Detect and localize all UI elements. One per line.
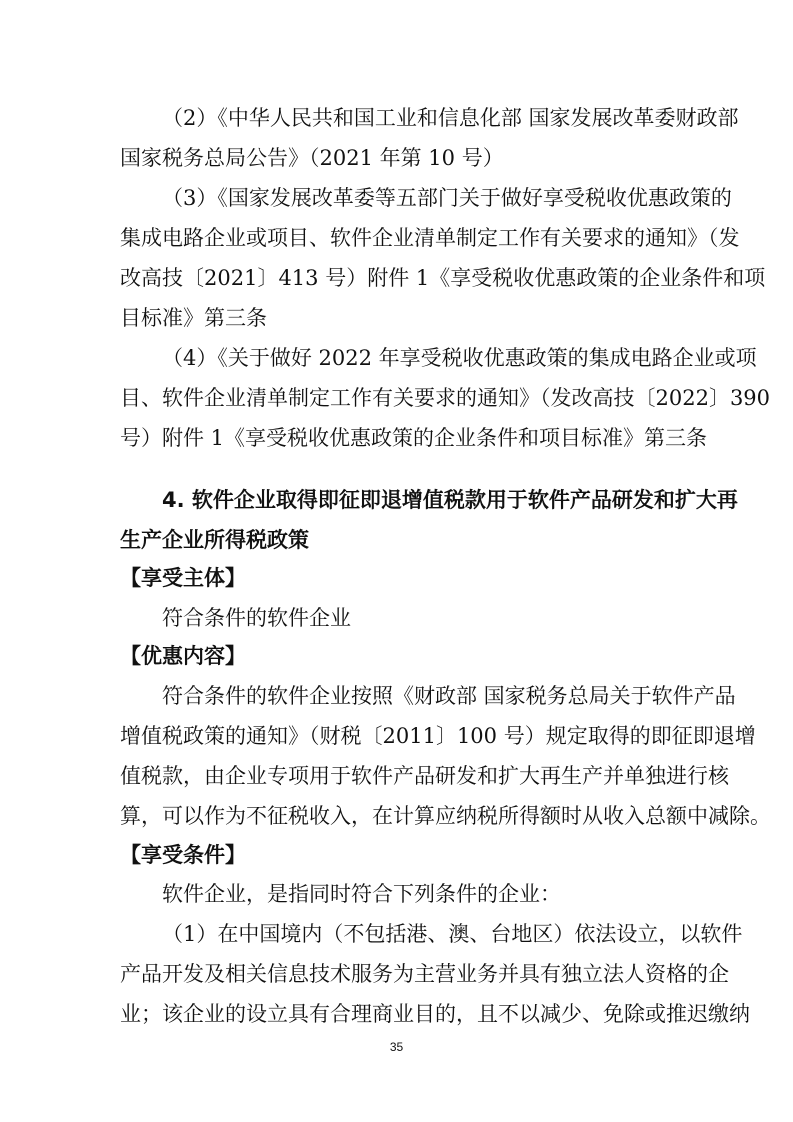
benefit-line-2: 增值税政策的通知》（财税〔2011〕100 号）规定取得的即征即退增 xyxy=(120,724,756,748)
reference-3-line-4: 目标准》第三条 xyxy=(120,306,267,330)
reference-4-line-3: 号）附件 1《享受税收优惠政策的企业条件和项目标准》第三条 xyxy=(120,426,708,450)
benefit-line-3: 值税款，由企业专项用于软件产品研发和扩大再生产并单独进行核 xyxy=(120,764,729,788)
reference-3-line-2: 集成电路企业或项目、软件企业清单制定工作有关要求的通知》（发 xyxy=(120,226,740,250)
reference-2-line-2: 国家税务总局公告》（2021 年第 10 号） xyxy=(120,146,504,170)
section-title-line-1: 4. 软件企业取得即征即退增值税款用于软件产品研发和扩大再 xyxy=(162,488,738,512)
subject-heading: 【享受主体】 xyxy=(120,566,246,590)
reference-3-line-1: （3）《国家发展改革委等五部门关于做好享受税收优惠政策的 xyxy=(162,186,732,210)
page-number: 35 xyxy=(389,1040,404,1054)
reference-3-line-3: 改高技〔2021〕413 号）附件 1《享受税收优惠政策的企业条件和项 xyxy=(120,266,766,290)
condition-1-line-2: 产品开发及相关信息技术服务为主营业务并具有独立法人资格的企 xyxy=(120,962,729,986)
condition-1-line-3: 业；该企业的设立具有合理商业目的，且不以减少、免除或推迟缴纳 xyxy=(120,1002,750,1026)
benefit-line-4: 算，可以作为不征税收入，在计算应纳税所得额时从收入总额中减除。 xyxy=(120,804,771,828)
condition-intro: 软件企业，是指同时符合下列条件的企业： xyxy=(162,882,561,906)
subject-text: 符合条件的软件企业 xyxy=(162,606,351,630)
benefit-heading: 【优惠内容】 xyxy=(120,644,246,668)
condition-1-line-1: （1）在中国境内（不包括港、澳、台地区）依法设立，以软件 xyxy=(162,922,743,946)
reference-2-line-1: （2）《中华人民共和国工业和信息化部 国家发展改革委财政部 xyxy=(162,106,739,130)
reference-4-line-2: 目、软件企业清单制定工作有关要求的通知》（发改高技〔2022〕390 xyxy=(120,386,771,410)
benefit-line-1: 符合条件的软件企业按照《财政部 国家税务总局关于软件产品 xyxy=(162,684,736,708)
section-title-line-2: 生产企业所得税政策 xyxy=(120,528,309,552)
condition-heading: 【享受条件】 xyxy=(120,843,246,867)
reference-4-line-1: （4）《关于做好 2022 年享受税收优惠政策的集成电路企业或项 xyxy=(162,346,757,370)
